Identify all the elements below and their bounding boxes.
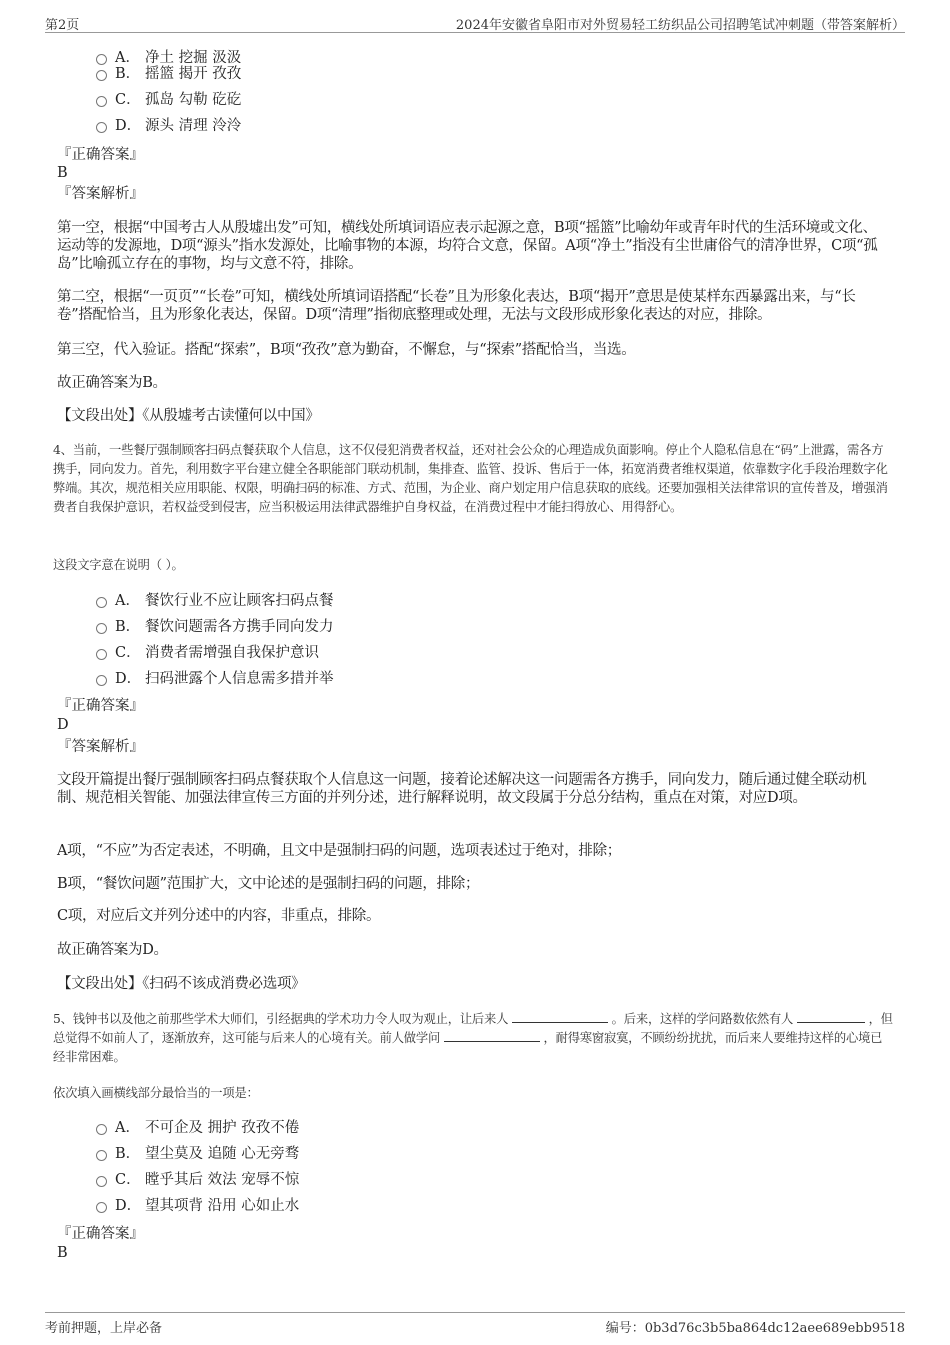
option-text: 瞠乎其后 效法 宠辱不惊 xyxy=(145,1172,300,1188)
radio-icon[interactable] xyxy=(96,96,107,107)
option-text: 消费者需增强自我保护意识 xyxy=(145,645,319,661)
option-text: 望其项背 沿用 心如止水 xyxy=(145,1198,300,1214)
option-text: 餐饮行业不应让顾客扫码点餐 xyxy=(145,593,334,609)
q3-option-b[interactable]: B． 摇篮 揭开 孜孜 xyxy=(96,63,241,85)
q4-analysis-para-2: A项，“不应”为否定表述，不明确，且文中是强制扫码的问题，选项表述过于绝对，排除； xyxy=(57,843,621,859)
page-header xyxy=(45,10,905,33)
radio-icon[interactable] xyxy=(96,597,107,608)
fill-blank-1 xyxy=(512,1010,608,1023)
radio-icon[interactable] xyxy=(96,1150,107,1161)
q4-analysis-para-5: 故正确答案为D。 xyxy=(57,942,168,958)
q5-option-b[interactable]: B． 望尘莫及 追随 心无旁骛 xyxy=(96,1143,299,1165)
q4-answer: D xyxy=(57,717,69,733)
q5-answer: B xyxy=(57,1245,68,1261)
q4-option-d[interactable]: D． 扫码泄露个人信息需多措并举 xyxy=(96,668,334,690)
q4-question-text: 4、当前，一些餐厅强制顾客扫码点餐获取个人信息，这不仅侵犯消费者权益，还对社会公众的心理造成负面影响。停止个人隐私信息在“码”上泄露，需各方携手，同向发力。首先，利用数字平台建立健全各职能部门联动机制，集排查、监管、投诉、售后于一体，拓宽消费者维权渠道，依靠数字化手段治理数字化弊端。其次，规范相关应用职能、权限，明确扫码的标准、方式、范围，为企业、商户划定用户信息获取的底线。还要加强相关法律常识的宣传普及，增强消费者自我保护意识，若权益受到侵害，应当积极运用法律武器维护自身权益，在消费过程中才能扫得放心、用得舒心。 xyxy=(53,443,888,514)
footer-slogan: 考前押题，上岸必备 xyxy=(45,1321,163,1336)
option-text: 餐饮问题需各方携手同向发力 xyxy=(145,619,334,635)
q3-analysis-para-3: 第三空，代入验证。搭配“探索”，B项“孜孜”意为勤奋，不懈怠，与“探索”搭配恰当，当选。 xyxy=(57,342,636,358)
option-text: 望尘莫及 追随 心无旁骛 xyxy=(145,1146,300,1162)
option-text: 净土 挖掘 汲汲 xyxy=(145,50,242,66)
q4-prompt: 这段文字意在说明（ ）。 xyxy=(53,558,184,572)
radio-icon[interactable] xyxy=(96,675,107,686)
q4-analysis-para-3: B项，“餐饮问题”范围扩大，文中论述的是强制扫码的问题，排除； xyxy=(57,876,480,892)
q4-analysis-para-4: C项，对应后文并列分述中的内容，非重点，排除。 xyxy=(57,908,381,924)
q5-prompt: 依次填入画横线部分最恰当的一项是： xyxy=(53,1086,259,1100)
q4-option-b[interactable]: B． 餐饮问题需各方携手同向发力 xyxy=(96,616,334,638)
radio-icon[interactable] xyxy=(96,649,107,660)
q3-option-a[interactable]: A． 净土 挖掘 汲汲 xyxy=(96,47,241,69)
q5-option-d[interactable]: D． 望其项背 沿用 心如止水 xyxy=(96,1195,299,1217)
fill-blank-2 xyxy=(797,1010,865,1023)
q3-analysis-para-2: 第二空，根据“一页页”“长卷”可知，横线处所填词语搭配“长卷”且为形象化表达，B项“揭开”意思是使某样东西暴露出来，与“长卷”搭配恰当，且为形象化表达，保留。D项“清理”指彻底整理或处理，无法与文段形成形象化表达的对应，排除。 xyxy=(57,289,856,323)
radio-icon[interactable] xyxy=(96,1202,107,1213)
document-id: 编号：0b3d76c3b5ba864dc12aee689ebb9518 xyxy=(605,1321,905,1336)
document-title: 2024年安徽省阜阳市对外贸易轻工纺织品公司招聘笔试冲刺题（带答案解析） xyxy=(455,18,905,33)
option-text: 不可企及 拥护 孜孜不倦 xyxy=(145,1120,300,1136)
page-number: 第2页 xyxy=(45,18,80,33)
q4-analysis-label: 『答案解析』 xyxy=(57,739,144,755)
q3-source: 【文段出处】《从殷墟考古读懂何以中国》 xyxy=(57,408,320,424)
radio-icon[interactable] xyxy=(96,623,107,634)
q3-option-d[interactable]: D． 源头 清理 泠泠 xyxy=(96,115,241,137)
q5-option-a[interactable]: A． 不可企及 拥护 孜孜不倦 xyxy=(96,1117,299,1139)
q4-option-a[interactable]: A． 餐饮行业不应让顾客扫码点餐 xyxy=(96,590,334,612)
q5-option-c[interactable]: C． 瞠乎其后 效法 宠辱不惊 xyxy=(96,1169,299,1191)
q3-option-c[interactable]: C． 孤岛 勾勒 矻矻 xyxy=(96,89,241,111)
q3-analysis-para-4: 故正确答案为B。 xyxy=(57,375,167,391)
radio-icon[interactable] xyxy=(96,70,107,81)
radio-icon[interactable] xyxy=(96,122,107,133)
q5-correct-answer-label: 『正确答案』 xyxy=(57,1226,144,1242)
q3-answer: B xyxy=(57,165,68,181)
q4-correct-answer-label: 『正确答案』 xyxy=(57,698,144,714)
option-text: 源头 清理 泠泠 xyxy=(145,118,242,134)
fill-blank-3 xyxy=(444,1029,540,1042)
q4-analysis-para-1: 文段开篇提出餐厅强制顾客扫码点餐获取个人信息这一问题，接着论述解决这一问题需各方携手，同向发力，随后通过健全联动机制、规范相关智能、加强法律宣传三方面的并列分述，进行解释说明，故文段属于分总分结构，重点在对策，对应D项。 xyxy=(57,772,867,806)
option-text: 摇篮 揭开 孜孜 xyxy=(145,66,242,82)
option-text: 孤岛 勾勒 矻矻 xyxy=(145,92,242,108)
radio-icon[interactable] xyxy=(96,1124,107,1135)
q3-analysis-label: 『答案解析』 xyxy=(57,186,144,202)
q5-question-text: 5、钱钟书以及他之前那些学术大师们，引经据典的学术功力令人叹为观止，让后来人 。后来，这样的学问路数依然有人 ，但总觉得不如前人了，逐渐放弃，这可能与后来人的心境有关。前人做学问 ，耐得寒窗寂寞，不顾纷纷扰扰，而后来人要维持这样的心境已经非常困难。 xyxy=(53,1012,893,1064)
q4-source: 【文段出处】《扫码不该成消费必选项》 xyxy=(57,976,306,992)
q3-correct-answer-label: 『正确答案』 xyxy=(57,147,144,163)
q4-option-c[interactable]: C． 消费者需增强自我保护意识 xyxy=(96,642,319,664)
option-text: 扫码泄露个人信息需多措并举 xyxy=(145,671,334,687)
page-footer xyxy=(45,1312,905,1339)
q3-analysis-para-1: 第一空，根据“中国考古人从殷墟出发”可知，横线处所填词语应表示起源之意，B项“摇篮”比喻幼年或青年时代的生活环境或文化、运动等的发源地，D项“源头”指水发源处，比喻事物的本源，均符合文意，保留。A项“净土”指没有尘世庸俗气的清净世界，C项“孤岛”比喻孤立存在的事物，均与文意不符，排除。 xyxy=(57,220,878,272)
radio-icon[interactable] xyxy=(96,1176,107,1187)
